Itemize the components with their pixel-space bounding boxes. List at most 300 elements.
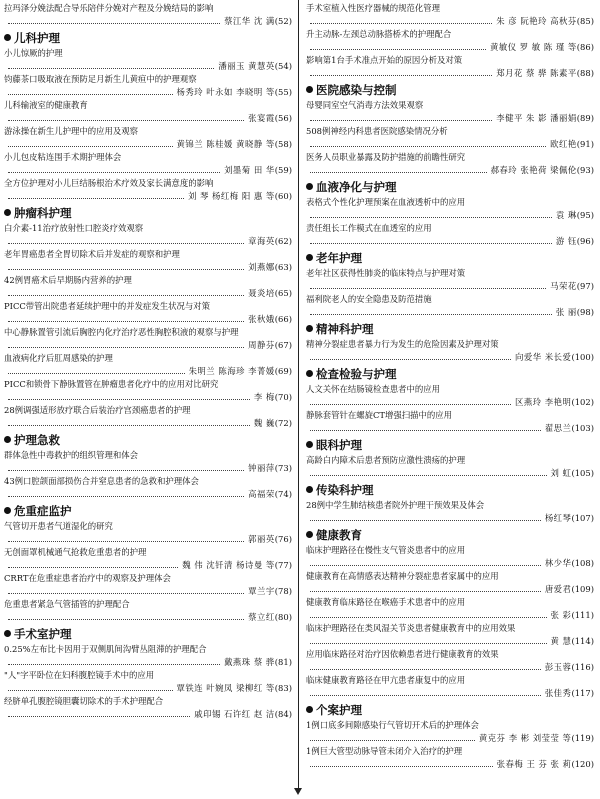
page-paren: ) [288, 709, 292, 719]
entry-page[interactable] [571, 467, 594, 480]
entry-byline [306, 396, 594, 409]
entry-authors: 刘墨菊 田 华 [224, 165, 275, 175]
dot-leader [310, 243, 552, 244]
toc-section [306, 702, 594, 771]
entry-byline [306, 306, 594, 319]
toc-entry[interactable] [306, 409, 594, 435]
section-heading [306, 250, 594, 267]
dot-leader [310, 120, 492, 121]
entry-byline [4, 339, 292, 352]
page-paren: ) [288, 61, 292, 71]
entry-authors: 高福荣 [248, 489, 275, 499]
page-paren: ) [590, 139, 594, 149]
toc-entry[interactable] [4, 2, 292, 28]
entry-title: "人"字平卧位在妇科腹腔镜手术中的应用 [4, 670, 155, 680]
toc-entry[interactable] [4, 326, 292, 352]
page-number: 58 [278, 139, 289, 149]
toc-entry[interactable] [306, 338, 594, 364]
page-paren: ) [590, 281, 594, 291]
page-number: 83 [278, 683, 289, 693]
dot-leader [310, 643, 547, 644]
toc-entry[interactable] [306, 596, 594, 622]
entry-page[interactable] [275, 559, 292, 572]
entry-authors: 戴燕珠 蔡 骅 [224, 657, 275, 667]
page-paren: ( [576, 210, 581, 220]
entry-page[interactable] [275, 164, 292, 177]
page-paren: ) [590, 113, 594, 123]
entry-page[interactable] [275, 60, 292, 73]
entry-page[interactable] [571, 635, 594, 648]
section-title: 传染科护理 [316, 483, 374, 497]
page-number: 86 [580, 42, 591, 52]
dot-leader [8, 470, 244, 471]
entry-page[interactable] [275, 261, 292, 274]
entry-title: 28例调强适形放疗联合后装治疗宫颈癌患者的护理 [4, 405, 191, 415]
page-paren: ) [590, 307, 594, 317]
entry-title: 43例口腔颌面部损伤合并窒息患者的急救和护理体会 [4, 476, 199, 486]
entry-authors: 覃兰宇 [248, 586, 275, 596]
entry-authors: 章海英 [248, 236, 275, 246]
section-title: 血液净化与护理 [316, 180, 397, 194]
page-paren: ) [288, 489, 292, 499]
dot-leader [8, 690, 173, 691]
entry-authors: 朱明兰 陈海珍 李菁媛 [188, 366, 275, 376]
page-paren: ) [590, 636, 594, 646]
entry-page[interactable] [577, 280, 594, 293]
entry-title: 经脐单孔腹腔镜胆囊切除术的手术护理配合 [4, 696, 164, 706]
entry-title: 临床健康教育路径在甲亢患者康复中的应用 [306, 675, 466, 685]
entry-page[interactable] [577, 67, 594, 80]
entry-authors: 张佳秀 [544, 688, 572, 698]
toc-entry[interactable] [4, 125, 292, 151]
entry-page[interactable] [571, 396, 594, 409]
toc-entry[interactable] [306, 151, 594, 177]
entry-page[interactable] [275, 86, 292, 99]
toc-entry[interactable] [306, 622, 594, 648]
entry-page[interactable] [275, 488, 292, 501]
entry-byline [306, 209, 594, 222]
dot-leader [310, 766, 493, 767]
page-paren: ( [571, 352, 575, 362]
page-paren: ( [274, 113, 279, 123]
entry-title: 血液病化疗后肛周感染的护理 [4, 353, 113, 363]
entry-authors: 张春梅 王 芬 张 莉 [496, 759, 572, 769]
entry-title: CRRT在危重症患者治疗中的观察及护理体会 [4, 573, 171, 583]
dot-leader [310, 430, 541, 431]
page-paren: ) [288, 657, 292, 667]
entry-page[interactable] [577, 235, 594, 248]
entry-byline [306, 732, 594, 745]
dot-leader [310, 695, 541, 696]
page-number: 69 [278, 366, 289, 376]
entry-page[interactable] [275, 339, 292, 352]
page-paren: ( [274, 288, 279, 298]
toc-entry[interactable] [4, 222, 292, 248]
entry-title: 健康教育在高情感表达精神分裂症患者家属中的应用 [306, 571, 499, 581]
entry-page[interactable] [275, 585, 292, 598]
bullet-icon [4, 209, 11, 216]
dot-leader [8, 496, 244, 497]
entry-page[interactable] [571, 557, 594, 570]
bullet-icon [306, 370, 313, 377]
entry-authors: 蔡江华 沈 满 [224, 16, 275, 26]
toc-entry[interactable] [306, 544, 594, 570]
entry-title: 拉玛泽分娩法配合导乐陪伴分娩对产程及分娩结局的影响 [4, 3, 214, 13]
entry-page[interactable] [577, 112, 594, 125]
entry-title: 0.25%左布比卡因用于双侧肌间沟臂丛阻滞的护理配合 [4, 644, 207, 654]
toc-entry[interactable] [306, 196, 594, 222]
entry-authors: 杨秀玲 叶永如 李晓明 等 [176, 87, 275, 97]
toc-section [4, 30, 292, 203]
toc-entry[interactable] [306, 293, 594, 319]
bullet-icon [306, 441, 313, 448]
entry-authors: 向爱华 米长爱 [515, 352, 572, 362]
section-title: 精神科护理 [316, 322, 374, 336]
entry-title: 1例口底多间隙感染行气管切开术后的护理体会 [306, 720, 479, 730]
entry-authors: 郑月花 蔡 骅 陈素平 [496, 68, 577, 78]
entry-page[interactable] [275, 15, 292, 28]
section-title: 医院感染与控制 [316, 83, 397, 97]
toc-section [4, 205, 292, 430]
page-paren: ( [274, 16, 279, 26]
dot-leader [310, 565, 541, 566]
dot-leader [8, 321, 244, 322]
entry-page[interactable] [275, 138, 292, 151]
entry-title: 母婴同室空气消毒方法效果观察 [306, 100, 424, 110]
section-title: 老年护理 [316, 251, 362, 265]
dot-leader [310, 475, 547, 476]
dot-leader [8, 295, 244, 296]
toc-entry[interactable] [4, 177, 292, 203]
page-paren: ) [288, 139, 292, 149]
entry-title: 小儿惊厥的护理 [4, 48, 63, 58]
toc-entry[interactable] [4, 73, 292, 99]
entry-page[interactable] [275, 611, 292, 624]
page-paren: ( [576, 68, 581, 78]
page-paren: ) [288, 262, 292, 272]
toc-section [306, 250, 594, 319]
entry-byline [306, 635, 594, 648]
page-paren: ( [571, 759, 575, 769]
toc-entry[interactable] [306, 222, 594, 248]
dot-leader [8, 172, 220, 173]
entry-title: 钧藤茶口吸取液在预防足月新生儿黄疸中的护理观察 [4, 74, 197, 84]
toc-entry[interactable] [4, 274, 292, 300]
entry-page[interactable] [275, 313, 292, 326]
toc-entry[interactable] [306, 125, 594, 151]
section-heading [4, 205, 292, 222]
bullet-icon [4, 436, 11, 443]
page-paren: ( [576, 139, 581, 149]
entry-page[interactable] [571, 512, 594, 525]
toc-entry[interactable] [306, 674, 594, 700]
page-paren: ) [288, 340, 292, 350]
page-paren: ( [571, 688, 575, 698]
entry-page[interactable] [275, 708, 292, 721]
entry-byline [306, 422, 594, 435]
entry-byline [306, 661, 594, 674]
entry-page[interactable] [275, 682, 292, 695]
toc-entry[interactable] [306, 28, 594, 54]
dot-leader [8, 399, 250, 400]
page-paren: ) [288, 191, 292, 201]
page-number: 100 [574, 352, 591, 362]
page-number: 74 [278, 489, 289, 499]
toc-entry[interactable] [4, 378, 292, 404]
page-number: 60 [278, 191, 289, 201]
page-paren: ( [571, 584, 575, 594]
section-heading [306, 527, 594, 544]
dot-leader [8, 146, 173, 147]
dot-leader [8, 664, 220, 665]
page-paren: ( [571, 423, 575, 433]
toc-entry[interactable] [306, 383, 594, 409]
entry-authors: 魏 巍 [253, 418, 275, 428]
page-paren: ( [274, 489, 279, 499]
toc-entry[interactable] [4, 598, 292, 624]
continue-arrow-icon [294, 788, 302, 795]
page-paren: ) [590, 68, 594, 78]
entry-title: 福利院老人的安全隐患及防范措施 [306, 294, 432, 304]
toc-section [306, 2, 594, 80]
entry-title: 气管切开患者气道湿化的研究 [4, 521, 113, 531]
entry-page[interactable] [571, 351, 594, 364]
entry-byline [4, 164, 292, 177]
page-number: 93 [580, 165, 591, 175]
section-heading [306, 366, 594, 383]
toc-entry[interactable] [4, 352, 292, 378]
section-heading [4, 503, 292, 520]
page-paren: ( [571, 636, 575, 646]
entry-authors: 戚印锡 石许红 赵 洁 [194, 709, 275, 719]
entry-page[interactable] [275, 417, 292, 430]
entry-title: 小儿包皮粘连围手术期护理体会 [4, 152, 122, 162]
page-paren: ( [274, 139, 279, 149]
entry-byline [4, 138, 292, 151]
toc-entry[interactable] [306, 54, 594, 80]
page-paren: ) [590, 513, 594, 523]
entry-title: 老年社区获得性肺炎的临床特点与护理对策 [306, 268, 466, 278]
page-number: 97 [580, 281, 591, 291]
entry-page[interactable] [275, 190, 292, 203]
toc-entry[interactable] [4, 449, 292, 475]
entry-page[interactable] [571, 583, 594, 596]
toc-entry[interactable] [306, 267, 594, 293]
bullet-icon [4, 507, 11, 514]
page-paren: ( [274, 560, 279, 570]
page-paren: ( [274, 87, 279, 97]
entry-authors: 钟丽萍 [248, 463, 275, 473]
entry-page[interactable] [275, 656, 292, 669]
toc-entry[interactable] [4, 572, 292, 598]
entry-page[interactable] [275, 462, 292, 475]
page-paren: ) [590, 688, 594, 698]
toc-entry[interactable] [4, 520, 292, 546]
page-number: 72 [278, 418, 289, 428]
toc-entry[interactable] [4, 151, 292, 177]
page-paren: ) [590, 397, 594, 407]
entry-title: 临床护理路径在类风湿关节炎患者健康教育中的应用效果 [306, 623, 516, 633]
bullet-icon [4, 34, 11, 41]
toc-entry[interactable] [306, 499, 594, 525]
dot-leader [8, 593, 244, 594]
entry-page[interactable] [275, 365, 292, 378]
dot-leader [310, 520, 541, 521]
entry-page[interactable] [571, 758, 594, 771]
page-number: 81 [278, 657, 289, 667]
entry-byline [4, 190, 292, 203]
toc-entry[interactable] [4, 300, 292, 326]
page-paren: ( [576, 236, 581, 246]
entry-page[interactable] [577, 164, 594, 177]
entry-authors: 朱 彦 阮艳玲 高秋芬 [496, 16, 577, 26]
entry-page[interactable] [571, 687, 594, 700]
page-number: 52 [278, 16, 289, 26]
entry-page[interactable] [577, 306, 594, 319]
entry-page[interactable] [571, 732, 594, 745]
page-paren: ( [576, 16, 581, 26]
toc-entry[interactable] [4, 248, 292, 274]
entry-byline [4, 391, 292, 404]
entry-page[interactable] [577, 15, 594, 28]
page-number: 59 [278, 165, 289, 175]
entry-title: 精神分裂症患者暴力行为发生的危险因素及护理对策 [306, 339, 499, 349]
toc-entry[interactable] [306, 719, 594, 745]
page-paren: ) [288, 165, 292, 175]
page-paren: ) [590, 759, 594, 769]
page-paren: ( [274, 657, 279, 667]
toc-entry[interactable] [4, 475, 292, 501]
entry-authors: 翟思兰 [544, 423, 572, 433]
section-title: 眼科护理 [316, 438, 362, 452]
dot-leader [310, 217, 552, 218]
section-title: 健康教育 [316, 528, 362, 542]
bullet-icon [306, 86, 313, 93]
page-paren: ( [274, 463, 279, 473]
entry-authors: 彭玉蓉 [544, 662, 572, 672]
entry-page[interactable] [571, 661, 594, 674]
entry-byline [4, 60, 292, 73]
entry-page[interactable] [275, 287, 292, 300]
page-number: 95 [580, 210, 591, 220]
section-heading [4, 626, 292, 643]
entry-title: 老年胃癌患者全胃切除术后并发症的观察和护理 [4, 249, 180, 259]
toc-entry[interactable] [306, 454, 594, 480]
entry-page[interactable] [275, 391, 292, 404]
dot-leader [8, 425, 250, 426]
toc-entry[interactable] [4, 669, 292, 695]
toc-entry[interactable] [306, 648, 594, 674]
toc-entry[interactable] [306, 2, 594, 28]
toc-entry[interactable] [4, 643, 292, 669]
entry-title: 全方位护理对小儿巨结肠根治术疗效及家长满意度的影响 [4, 178, 214, 188]
entry-page[interactable] [577, 41, 594, 54]
page-number: 66 [278, 314, 289, 324]
toc-entry[interactable] [4, 695, 292, 721]
page-paren: ) [590, 210, 594, 220]
entry-byline [4, 533, 292, 546]
page-paren: ( [571, 558, 575, 568]
entry-page[interactable] [571, 609, 594, 622]
page-paren: ( [576, 42, 581, 52]
toc-entry[interactable] [4, 404, 292, 430]
page-paren: ) [288, 366, 292, 376]
section-title: 危重症监护 [14, 504, 72, 518]
toc-entry[interactable] [4, 47, 292, 73]
page-number: 56 [278, 113, 289, 123]
toc-section [306, 82, 594, 177]
page-paren: ) [288, 392, 292, 402]
entry-authors: 张 丽 [555, 307, 577, 317]
toc-entry[interactable] [4, 546, 292, 572]
entry-title: 手术室植入性医疗器械的规范化管理 [306, 3, 440, 13]
entry-authors: 刘燕娜 [248, 262, 275, 272]
toc-entry[interactable] [306, 99, 594, 125]
toc-entry[interactable] [4, 99, 292, 125]
entry-page[interactable] [571, 422, 594, 435]
page-paren: ( [274, 612, 279, 622]
page-paren: ) [590, 423, 594, 433]
page-number: 67 [278, 340, 289, 350]
dot-leader [8, 619, 244, 620]
entry-byline [4, 365, 292, 378]
page-number: 73 [278, 463, 289, 473]
page-number: 111 [574, 610, 591, 620]
entry-byline [4, 15, 292, 28]
page-paren: ) [288, 113, 292, 123]
toc-section [306, 437, 594, 480]
entry-title: PICC带管出院患者延续护理中的并发症发生状况与对策 [4, 301, 211, 311]
toc-section [4, 503, 292, 624]
dot-leader [310, 49, 486, 50]
page-paren: ) [288, 314, 292, 324]
entry-byline [4, 462, 292, 475]
entry-page[interactable] [275, 533, 292, 546]
page-paren: ( [274, 392, 279, 402]
bullet-icon [306, 254, 313, 261]
section-title: 儿科护理 [14, 31, 60, 45]
page-paren: ) [288, 418, 292, 428]
entry-page[interactable] [577, 138, 594, 151]
page-paren: ( [274, 340, 279, 350]
entry-byline [4, 488, 292, 501]
entry-byline [4, 86, 292, 99]
dot-leader [8, 347, 244, 348]
page-number: 116 [574, 662, 591, 672]
bullet-icon [4, 630, 11, 637]
entry-page[interactable] [577, 209, 594, 222]
entry-title: 责任组长工作模式在血透室的应用 [306, 223, 432, 233]
entry-page[interactable] [275, 112, 292, 125]
page-number: 119 [574, 733, 591, 743]
entry-byline [306, 138, 594, 151]
entry-page[interactable] [275, 235, 292, 248]
page-paren: ) [590, 236, 594, 246]
toc-entry[interactable] [306, 745, 594, 771]
dot-leader [310, 23, 492, 24]
entry-authors: 李 梅 [253, 392, 275, 402]
entry-byline [306, 758, 594, 771]
section-heading [306, 179, 594, 196]
entry-authors: 黄克芬 李 彬 刘莹莹 等 [478, 733, 572, 743]
toc-entry[interactable] [306, 570, 594, 596]
entry-authors: 聂炎培 [248, 288, 275, 298]
page-number: 107 [574, 513, 591, 523]
entry-authors: 李健平 朱 影 潘丽娟 [496, 113, 577, 123]
page-paren: ( [571, 662, 575, 672]
entry-authors: 黄 慧 [550, 636, 572, 646]
entry-authors: 潘丽玉 黄慧英 [218, 61, 275, 71]
